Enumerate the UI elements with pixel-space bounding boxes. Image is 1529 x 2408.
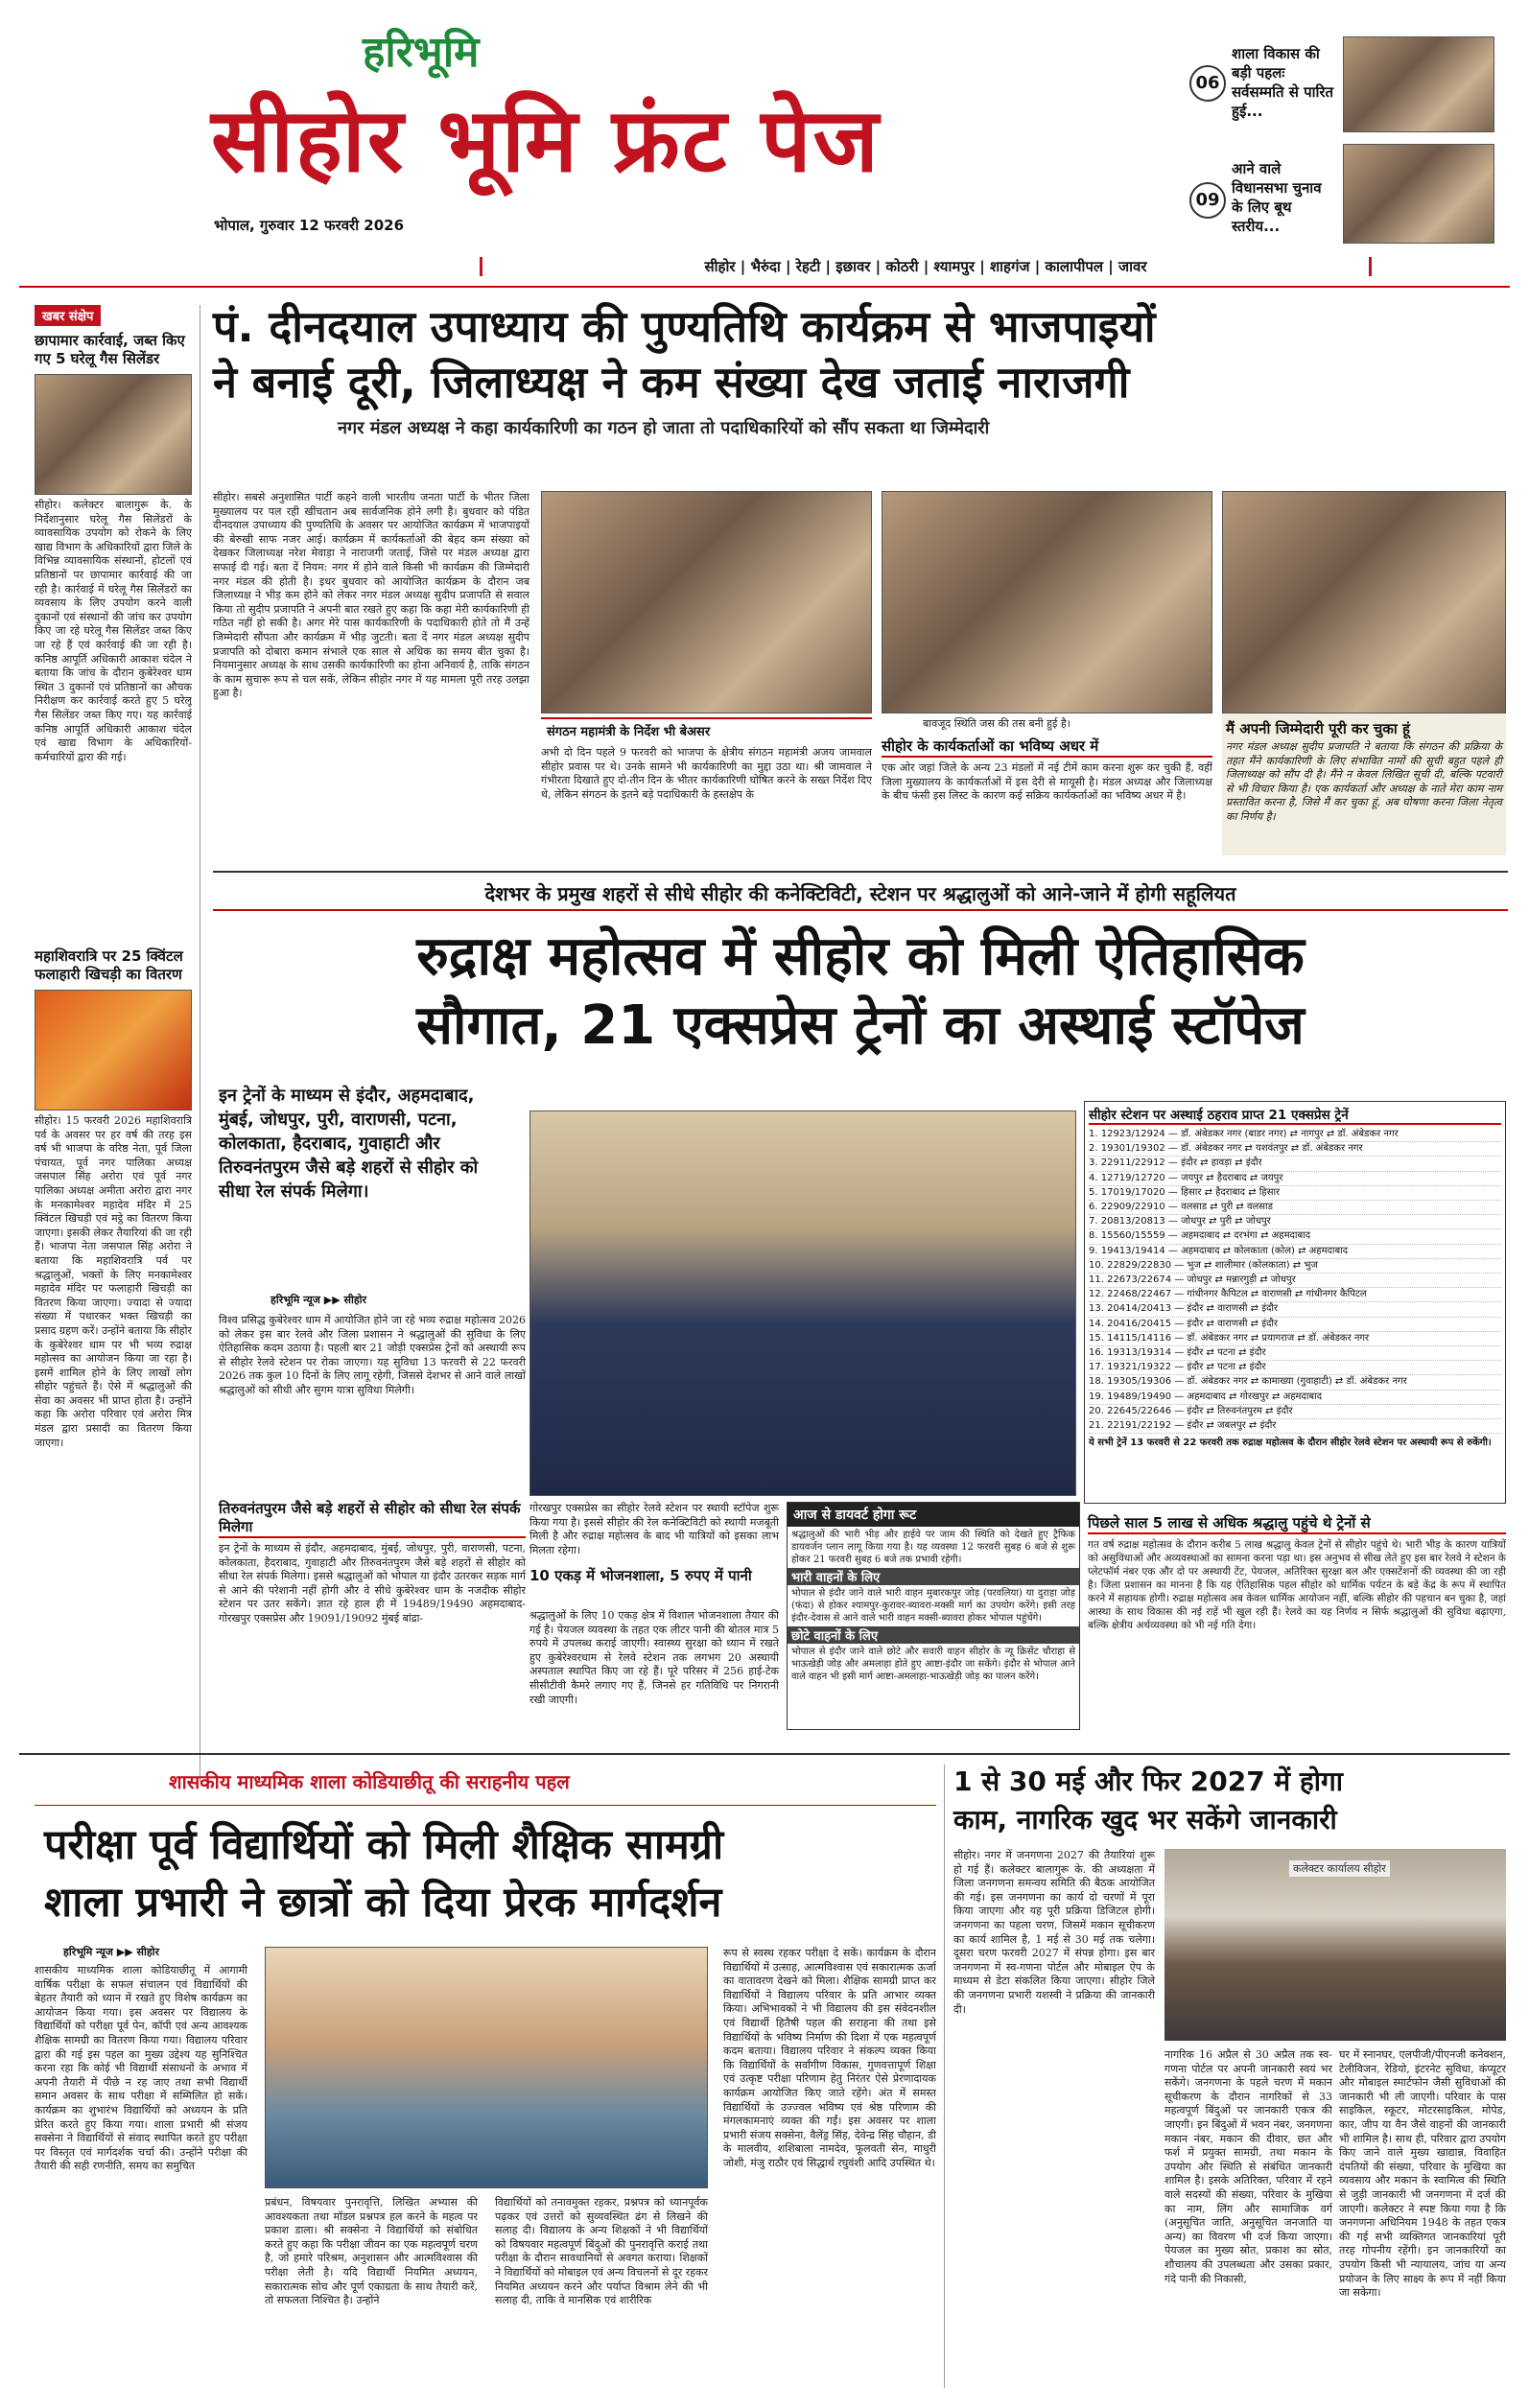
school-census-divider <box>944 1765 945 2388</box>
school-col-4: रूप से स्वस्थ रहकर परीक्षा दे सकें। कार्यक्रम के दौरान विद्यार्थियों में उत्साह, आत्मविश्वास एवं सकारात्मक ऊर्जा का वातावरण देखने को मिला। शैक्षिक सामग्री प्राप्त कर विद्यार्थियों ने विद्यालय परिवार के प्रति आभार व्यक्त किया। अभिभावकों ने भी विद्यालय की इस संवेदनशील एवं विद्यार्थी हितैषी पहल की सराहना की तथा इसे विद्यार्थियों के भविष्य निर्माण की दिशा में एक महत्वपूर्ण कदम बताया। विद्यालय परिवार ने संकल्प व्यक्त किया कि विद्यार्थियों के सर्वांगीण विकास, गुणवत्तापूर्ण शिक्षा एवं उत्कृष्ट परीक्षा परिणाम हेतु निरंतर ऐसे प्रेरणादायक कार्यक्रम आयोजित किए जाते रहेंगे। अंत में समस्त विद्यार्थियों के उज्ज्वल भविष्य एवं श्रेष्ठ परिणाम की मंगलकामनाएं व्यक्त की गईं। इस अवसर पर शाला प्रभारी संजय सक्सेना, वैलेंड्र सिंह, देवेन्द्र सिंह चौहान, डी के मालवीय, शशिबाला नामदेव, फूलवती सेन, माधुरी जोशी, मंजु राठौर एवं सिद्धार्थ रघुवंशी आदि उपस्थित थे। <box>723 1947 936 2169</box>
census-photo <box>1164 1849 1506 2041</box>
brief-photo <box>35 374 192 495</box>
lead-col-3: एक ओर जहां जिले के अन्य 23 मंडलों में नई टीमें काम करना शुरू कर चुकी हैं, वहीं जिला मुख्यालय के कार्यकर्ताओं में इस देरी से मायूसी है। मंडल अध्यक्ष और जिलाध्यक्ष के बीच फंसी इस लिस्ट के कारण कई सक्रिय कार्यकर्ताओं का भविष्य अधर में है। <box>882 761 1212 803</box>
train-list-item: 14. 20416/20415 — इंदौर ⇄ वाराणसी ⇄ इंदौर <box>1089 1318 1501 1332</box>
train-list <box>1089 1128 1501 1434</box>
rail-headline-1: रुद्राक्ष महोत्सव में सीहोर को मिली ऐतिहासिक <box>416 925 1305 988</box>
train-list-item: 6. 22909/22910 — वलसाड ⇄ पुरी ⇄ वलसाड <box>1089 1201 1501 1215</box>
brief-body: सीहोर। कलेक्टर बालागुरू के. के निर्देशानुसार घरेलू गैस सिलेंडरों के व्यावसायिक उपयोग को रोकने के लिए खाद्य विभाग के अधिकारियों द्वारा जिले के विभिन्न व्यावसायिक संस्थानों, होटलों एवं प्रतिष्ठानों पर छापामार कार्रवाई की जा रही है। कार्रवाई में घरेलू गैस सिलेंडरों का व्यवसाय के लिए उपयोग करने वाली दुकानों एवं संस्थानों की जांच कर उपयोग किए जा रहे घरेलू गैस सिलेंडर जब्त किए जा रहे हैं एवं कार्रवाई की जा रही है। कनिष्ठ आपूर्ति अधिकारी आकाश चंदेल ने बताया कि जांच के दौरान कुबेरेश्वर धाम स्थित 3 दुकानों एवं प्रतिष्ठानों का औचक निरीक्षण कर कार्रवाई करते हुए 5 घरेलू गैस सिलेंडर जब्त किए गए। यह कार्रवाई कनिष्ठ आपूर्ति अधिकारी आकाश चंदेल एवं खाद्य विभाग के अधिकारियों-कर्मचारियों द्वारा की गई। <box>35 499 192 763</box>
teaser-photo <box>1343 36 1494 132</box>
train-list-item: 18. 19305/19306 — डॉ. अंबेडकर नगर ⇄ कामाख्या (गुवाहाटी) ⇄ डॉ. अंबेडकर नगर <box>1089 1375 1501 1390</box>
train-list-item: 20. 22645/22646 — इंदौर ⇄ तिरुवनंतपुरम ⇄ इंदौर <box>1089 1405 1501 1419</box>
rail-byline: हरिभूमि न्यूज ▶▶ सीहोर <box>271 1294 367 1306</box>
rail-body-4: श्रद्धालुओं के लिए 10 एकड़ क्षेत्र में विशाल भोजनशाला तैयार की गई है। पेयजल व्यवस्था के तहत एक लीटर पानी की बोतल मात्र 5 रुपये में उपलब्ध कराई जाएगी। स्वास्थ्य सुरक्षा को ध्यान में रखते हुए कुबेरेश्वरधाम से रेलवे स्टेशन तक लगभग 20 अस्थायी अस्पताल स्थापित किए जा रहे हैं। पूरे परिसर में 256 हाई-टेक सीसीटीवी कैमरे लगाए गए हैं, जिनसे हर गतिविधि पर निगरानी रखी जाएगी। <box>529 1609 779 1706</box>
census-col-1: सीहोर। नगर में जनगणना 2027 की तैयारियां शुरू हो गई हैं। कलेक्टर बालागुरू के. की अध्यक्षता में जिला जनगणना समन्वय समिति की बैठक आयोजित की गई। इस जनगणना का कार्य दो चरणों में पूरा किया जाएगा और यह पूरी प्रक्रिया डिजिटल होगी। जनगणना का पहला चरण, जिसमें मकान सूचीकरण का कार्य शामिल है, 1 मई से 30 मई तक चलेगा। दूसरा चरण फरवरी 2027 में संपन्न होगा। इस बार जनगणना में स्व-गणना पोर्टल और मोबाइल ऐप के माध्यम से डेटा संकलित किया जाएगा। सीहोर जिले की जनगणना प्रभारी यशस्वी ने प्रक्रिया की जानकारी दी। <box>953 1849 1155 2016</box>
teaser-1[interactable] <box>1189 36 1496 142</box>
train-list-item: 16. 19313/19314 — इंदौर ⇄ पटना ⇄ इंदौर <box>1089 1346 1501 1361</box>
teaser-text: शाला विकास की बड़ी पहलः सर्वसम्मति से पारित हुई... <box>1232 45 1334 120</box>
lead-photo-2 <box>882 491 1212 713</box>
train-list-item: 7. 20813/20813 — जोधपुर ⇄ पुरी ⇄ जोधपुर <box>1089 1215 1501 1229</box>
rail-body-3: गोरखपुर एक्सप्रेस का सीहोर रेलवे स्टेशन पर स्थायी स्टॉपेज शुरू किया गया है। इससे सीहोर की रेल कनेक्टिविटी को स्थायी मजबूती मिली है और रुद्राक्ष महोत्सव के बाद भी यात्रियों को इसका लाभ मिलता रहेगा। <box>529 1502 779 1556</box>
rail-body-2: इन ट्रेनों के माध्यम से इंदौर, अहमदाबाद, मुंबई, जोधपुर, पुरी, वाराणसी, पटना, कोलकाता, हैदराबाद, गुवाहाटी और तिरुवनंतपुरम जैसे बड़े शहरों से सीहोर को सीधा रेल संपर्क मिलेगा। इससे श्रद्धालुओं को भोपाल या इंदौर उतरकर सड़क मार्ग से आने की परेशानी नहीं होगी और वे सीधे कुबेरेश्वर धाम के नजदीक सीहोर स्टेशन पर उतर सकेंगे। ज्ञात रहे हाल ही में 19489/19490 अहमदाबाद-गोरखपुर एक्सप्रेस और 19091/19092 मुंबई बांद्रा- <box>219 1542 526 1625</box>
kicker-rule <box>35 1805 936 1806</box>
teaser-2[interactable] <box>1189 144 1496 249</box>
census-headline-1: 1 से 30 मई और फिर 2027 में होगा <box>953 1765 1344 1797</box>
school-headline-2: शाला प्रभारी ने छात्रों को दिया प्रेरक मार्गदर्शन <box>44 1879 722 1927</box>
train-list-item: 13. 20414/20413 — इंदौर ⇄ वाराणसी ⇄ इंदौर <box>1089 1302 1501 1317</box>
masthead-rule <box>19 286 1510 288</box>
teaser-photo <box>1343 144 1494 244</box>
train-list-note: ये सभी ट्रेनें 13 फरवरी से 22 फरवरी तक रुद्राक्ष महोत्सव के दौरान सीहोर रेलवे स्टेशन पर अस्थायी रूप से रुकेंगी। <box>1089 1438 1492 1449</box>
last-year-head: पिछले साल 5 लाख से अधिक श्रद्धालु पहुंचे थे ट्रेनों से <box>1088 1513 1506 1534</box>
census-col-3: घर में स्नानघर, एलपीजी/पीएनजी कनेक्शन, टेलीविजन, रेडियो, इंटरनेट सुविधा, कंप्यूटर और मोबाइल स्मार्टफोन जैसी सुविधाओं की जानकारी भी ली जाएगी। परिवार के पास साइकिल, स्कूटर, मोटरसाइकिल, मोपेड, कार, जीप या वैन जैसे वाहनों की जानकारी भी शामिल है। साथ ही, परिवार द्वारा उपयोग किए जाने वाले मुख्य खाद्यान्न, विवाहित दंपतियों की संख्या, परिवार के मुखिया का व्यवसाय और मकान के स्वामित्व की स्थिति से जुड़ी जानकारी भी जनगणना में दर्ज की जाएगी। कलेक्टर ने स्पष्ट किया गया है कि जनगणना अधिनियम 1948 के तहत एकत्र की गई सभी व्यक्तिगत जानकारियां पूरी तरह गोपनीय रहेंगी। इन जानकारियों का उपयोग किसी भी न्यायालय, जांच या अन्य प्रयोजन के लिए साक्ष्य के रूप में नहीं किया जा सकेगा। <box>1339 2048 1506 2300</box>
quote-box <box>1222 491 1506 855</box>
dateline: भोपाल, गुरुवार 12 फरवरी 2026 <box>214 217 405 234</box>
train-list-item: 1. 12923/12924 — डॉ. अंबेडकर नगर (बाडर नगर) ⇄ नागपुर ⇄ डॉ. अंबेडकर नगर <box>1089 1128 1501 1142</box>
train-list-item: 10. 22829/22830 — भुज ⇄ शालीमार (कोलकाता) ⇄ भुज <box>1089 1259 1501 1274</box>
lead-col-3-head: सीहोर के कार्यकर्ताओं का भविष्य अधर में <box>882 736 1212 758</box>
diversion-box <box>787 1502 1080 1730</box>
diversion-body-2: भोपाल से इंदौर जाने वाले छोटे और सवारी वाहन सीहोर के न्यू क्रिसेंट चौराहा से भाऊखेड़ी जोड़ और अमलाहा होते हुए आष्टा-इंदौर जा सकेंगे। इंदौर से भोपाल आने वाले वाहन भी इसी मार्ग आष्टा-अमलाहा-भाऊखेड़ी जोड़ का पालन करेंगे। <box>791 1647 1075 1682</box>
rail-sub-1: तिरुवनंतपुरम जैसे बड़े शहरों से सीहोर को सीधा रेल संपर्क मिलेगा <box>219 1500 526 1538</box>
lead-col-1: सीहोर। सबसे अनुशासित पार्टी कहने वाली भारतीय जनता पार्टी के भीतर जिला मुख्यालय पर पल रही खींचतान अब सार्वजनिक होने लगी है। बुधवार को पंडित दीनदयाल उपाध्याय की पुण्यतिथि के अवसर पर आयोजित कार्यक्रम में भाजपाइयों की बेरुखी साफ नजर आई। कार्यक्रम में कार्यकर्ताओं की बेहद कम संख्या को देखकर जिलाध्यक्ष नरेश मेवाड़ा ने नाराजगी जताई, जिसे पर मंडल अध्यक्ष द्वारा सफाई दी गई। बता दें नियम: नगर में होने वाले किसी भी कार्यक्रम की जिम्मेदारी नगर मंडल की होती है। इधर बुधवार को आयोजित कार्यक्रम के दौरान जब जिलाध्यक्ष ने भीड़ कम होने को लेकर नगर मंडल अध्यक्ष सुदीप प्रजापति से सवाल किया तो सुदीप प्रजापति ने अपनी बात रखते हुए कहा कि कहा मेरी कार्यकारिणी ही गठित नहीं हो सकी है। अगर मेरे पास कार्यकारिणी के पदाधिकारी होते तो मैं उन्हें जिम्मेदारी सौंपता और कार्यक्रम में भीड़ जुटती। बता दें नगर मंडल अध्यक्ष सुदीप प्रजापति को दोबारा कमान संभाले एक साल से अधिक का समय बीत चुका है। नियमानुसार अध्यक्ष के साथ उसकी कार्यकारिणी का होना अनिवार्य है, ताकि संगठन के काम सुचारू रूप से चल सकें, लेकिन सीहोर नगर में यह मामला पूरी तरह उलझा हुआ है। <box>213 491 529 700</box>
news-brief-column <box>35 305 192 1782</box>
brief-photo <box>35 990 192 1110</box>
school-col-3: विद्यार्थियों को तनावमुक्त रहकर, प्रश्नपत्र को ध्यानपूर्वक पढ़कर एवं उत्तरों को सुव्यवस्थित ढंग से लिखने की सलाह दी। विद्यालय के अन्य शिक्षकों ने भी विद्यार्थियों को विषयवार महत्वपूर्ण बिंदुओं की पुनरावृत्ति कराई तथा परीक्षा के दौरान सावधानियों से अवगत कराया। शिक्षकों ने विद्यार्थियों को मोबाइल एवं अन्य विचलनों से दूर रहकर नियमित अध्ययन करने और पर्याप्त विश्राम लेने की भी सलाह दी, ताकि वे मानसिक एवं शारीरिक <box>495 2196 708 2307</box>
train-list-item: 11. 22673/22674 — जोधपुर ⇄ मन्नारगुड़ी ⇄ जोधपुर <box>1089 1274 1501 1288</box>
train-list-item: 2. 19301/19302 — डॉ. अंबेडकर नगर ⇄ यशवंतपुर ⇄ डॉ. अंबेडकर नगर <box>1089 1142 1501 1157</box>
train-list-item: 8. 15560/15559 — अहमदाबाद ⇄ दरभंगा ⇄ अहमदाबाद <box>1089 1229 1501 1244</box>
school-story <box>35 1763 936 2396</box>
lead-photo-caption: संगठन महामंत्री के निर्देश भी बेअसर <box>541 717 872 742</box>
census-col-2: नागरिक 16 अप्रैल से 30 अप्रैल तक स्व-गणना पोर्टल पर अपनी जानकारी स्वयं भर सकेंगे। जनगणना के पहले चरण में मकान सूचीकरण के दौरान नागरिकों से 33 महत्वपूर्ण बिंदुओं पर जानकारी एकत्र की जाएगी। इन बिंदुओं में भवन नंबर, जनगणना मकान नंबर, मकान की दीवार, छत और फर्श में प्रयुक्त सामग्री, तथा मकान के उपयोग और स्थिति से संबंधित जानकारी शामिल है। इसके अतिरिक्त, परिवार में रहने वाले सदस्यों की संख्या, परिवार के मुखिया का नाम, लिंग और सामाजिक वर्ग (अनुसूचित जाति, अनुसूचित जनजाति या अन्य) का विवरण भी दर्ज किया जाएगा। पेयजल का मुख्य स्रोत, प्रकाश का स्रोत, शौचालय की उपलब्धता और उसका प्रकार, गंदे पानी की निकासी, <box>1164 2048 1332 2285</box>
diversion-body: श्रद्धालुओं की भारी भीड़ और हाईवे पर जाम की स्थिति को देखते हुए ट्रैफिक डायवर्जन प्लान लागू किया गया है। यह व्यवस्था 12 फरवरी सुबह 6 बजे से शुरू होकर 21 फरवरी सुबह 6 बजे तक प्रभावी रहेगी। <box>791 1530 1075 1565</box>
school-kicker: शासकीय माध्यमिक शाला कोडियाछीतू की सराहनीय पहल <box>169 1770 570 1793</box>
diversion-sub-1: भारी वाहनों के लिए <box>788 1568 1079 1585</box>
teaser-page-badge: 09 <box>1189 182 1226 219</box>
rail-body-1: विश्व प्रसिद्ध कुबेरेश्वर धाम में आयोजित होने जा रहे भव्य रुद्राक्ष महोत्सव 2026 को लेकर इस बार रेलवे और जिला प्रशासन ने श्रद्धालुओं की सुविधा के लिए ऐतिहासिक कदम उठाया है। पहली बार 21 जोड़ी एक्सप्रेस ट्रेनों को अस्थायी रूप से सीहोर रेलवे स्टेशन पर रोका जाएगा। यह सुविधा 13 फरवरी से 22 फरवरी 2026 तक कुल 10 दिनों के लिए लागू रहेगी, जिससे देशभर से आने वाले लाखों श्रद्धालुओं को सीधी और सुगम यात्रा सुविधा मिलेगी। <box>219 1314 526 1396</box>
lead-photo-1 <box>541 491 872 713</box>
lead-divider <box>213 871 1508 873</box>
rail-sub-2: 10 एकड़ में भोजनशाला, 5 रुपए में पानी <box>529 1567 752 1584</box>
brand-logo: हरिभूमि <box>363 28 480 77</box>
brief-headline: महाशिवरात्रि पर 25 क्विंटल फलाहारी खिचड़ी का वितरण <box>35 947 183 983</box>
teaser-text: आने वाले विधानसभा चुनाव के लिए बूथ स्तरीय... <box>1232 160 1322 235</box>
train-list-item: 19. 19489/19490 — अहमदाबाद ⇄ गोरखपुर ⇄ अहमदाबाद <box>1089 1391 1501 1405</box>
train-list-item: 17. 19321/19322 — इंदौर ⇄ पटना ⇄ इंदौर <box>1089 1361 1501 1375</box>
census-photo-sign: कलेक्टर कार्यालय सीहोर <box>1289 1860 1390 1877</box>
city-strip: सीहोर | भैरुंदा | रेहटी | इछावर | कोठरी | श्यामपुर | शाहगंज | कालापीपल | जावर <box>480 257 1372 276</box>
train-list-item: 9. 19413/19414 — अहमदाबाद ⇄ कोलकाता (कोल) ⇄ अहमदाबाद <box>1089 1245 1501 1259</box>
page-title: सीहोर भूमि फ्रंट पेज <box>211 89 881 192</box>
school-headline-1: परीक्षा पूर्व विद्यार्थियों को मिली शैक्षिक सामग्री <box>44 1821 724 1869</box>
rail-story <box>213 880 1508 1743</box>
brief-body: सीहोर। 15 फरवरी 2026 महाशिवरात्रि पर्व के अवसर पर हर वर्ष की तरह इस वर्ष भी भाजपा के वरिष्ठ नेता, पूर्व जिला पंचायत, पूर्व नगर पालिका अध्यक्ष जसपाल सिंह अरोरा एवं पूर्व नगर पालिका अध्यक्ष अमीता अरोरा द्वारा नगर के मनकामेश्वर महादेव मंदिर में 25 क्विंटल खिचड़ी एवं मट्ठे का वितरण किया जाएगा। इसकी लेकर तैयारियां की जा रही हैं। भाजपा नेता जसपाल सिंह अरोरा ने बताया कि महाशिवरात्रि पर्व पर श्रद्धालुओं, भक्तों के लिए मनकामेश्वर महादेव मंदिर पर फलाहारी खिचड़ी का वितरण किया जाएगा। ज्यादा से ज्यादा संख्या में पधारकर भक्त खिचड़ी का प्रसाद ग्रहण करें। उन्होंने बताया कि सीहोर के कुबेरेश्वर धाम पर भी भव्य रुद्राक्ष महोत्सव का आयोजन किया जा रहा है। इसमें शामिल होने के लिए लाखों लोग सीहोर पहुंचते हैं। ऐसे में श्रद्धालुओं की सेवा का अवसर भी प्राप्त होता है। उन्होंने कहा कि अरोरा परिवार एवं अरोरा मित्र मंडल द्वारा प्रसादी का वितरण किया जाएगा। <box>35 1114 192 1449</box>
census-story <box>953 1763 1510 2396</box>
school-col-2: प्रबंधन, विषयवार पुनरावृत्ति, लिखित अभ्यास की आवश्यकता तथा मॉडल प्रश्नपत्र हल करने के महत्व पर प्रकाश डाला। श्री सक्सेना ने विद्यार्थियों को संबोधित करते हुए कहा कि परीक्षा जीवन का एक महत्वपूर्ण चरण है, जो हमारे परिश्रम, अनुशासन और आत्मविश्वास की परीक्षा लेती है। यदि विद्यार्थी नियमित अध्ययन, सकारात्मक सोच और पूर्ण एकाग्रता के साथ तैयारी करें, तो सफलता निश्चित है। उन्होंने <box>265 2196 478 2307</box>
rail-kicker: देशभर के प्रमुख शहरों से सीधे सीहोर की कनेक्टिविटी, स्टेशन पर श्रद्धालुओं को आने-जाने में होगी सहूलियत <box>213 880 1508 911</box>
school-photo <box>265 1947 708 2188</box>
lead-headline-1: पं. दीनदयाल उपाध्याय की पुण्यतिथि कार्यक्रम से भाजपाइयों <box>213 301 1156 352</box>
school-byline: हरिभूमि न्यूज ▶▶ सीहोर <box>63 1946 160 1958</box>
lead-photo-2-caption: बावजूद स्थिति जस की तस बनी हुई है। <box>923 717 1070 730</box>
lead-col-2: अभी दो दिन पहले 9 फरवरी को भाजपा के क्षेत्रीय संगठन महामंत्री अजय जामवाल सीहोर प्रवास पर थे। उनके सामने भी कार्यकारिणी का मुद्दा उठा था। श्री जामवाल ने गंभीरता दिखाते हुए दो-तीन दिन के भीतर कार्यकारिणी घोषित करने के सख्त निर्देश दिए थे, लेकिन संगठन के इतने बड़े पदाधिकारी के हस्तक्षेप के <box>541 746 872 801</box>
rail-photo <box>529 1110 1076 1496</box>
diversion-sub-2: छोटे वाहनों के लिए <box>788 1626 1079 1644</box>
quote-photo <box>1222 491 1506 713</box>
school-col-1: शासकीय माध्यमिक शाला कोडियाछीतू में आगामी वार्षिक परीक्षा के सफल संचालन एवं विद्यार्थियों की बेहतर तैयारी को ध्यान में रखते हुए विशेष कार्यक्रम का आयोजन किया गया। इस अवसर पर विद्यालय के विद्यार्थियों को परीक्षा पूर्व पेन, कॉपी एवं अन्य आवश्यक शैक्षिक सामग्री का वितरण किया गया। विद्यालय परिवार द्वारा की गई इस पहल का मुख्य उद्देश्य यह सुनिश्चित करना रहा कि कोई भी विद्यार्थी संसाधनों के अभाव में अपनी तैयारी में पीछे न रह जाए तथा सभी विद्यार्थी समान अवसर के साथ परीक्षा में सम्मिलित हो सकें। कार्यक्रम का शुभारंभ विद्यार्थियों को अध्ययन के प्रति प्रेरित करते हुए किया गया। शाला प्रभारी श्री संजय सक्सेना ने विद्यार्थियों से संवाद स्थापित करते हुए परीक्षा पर विस्तृत एवं मार्गदर्शक चर्चा की। उन्होंने परीक्षा की तैयारी की सही रणनीति, समय का समुचित <box>35 1964 247 2173</box>
train-list-item: 3. 22911/22912 — इंदौर ⇄ हावड़ा ⇄ इंदौर <box>1089 1157 1501 1171</box>
diversion-head: आज से डायवर्ट होगा रूट <box>788 1503 1079 1527</box>
teaser-page-badge: 06 <box>1189 65 1226 102</box>
lead-subhead: नगर मंडल अध्यक्ष ने कहा कार्यकारिणी का गठन हो जाता तो पदाधिकारियों को सौंप सकता था जिम्मेदारी <box>338 418 990 438</box>
lead-story <box>213 299 1508 865</box>
train-list-item: 5. 17019/17020 — हिसार ⇄ हैदराबाद ⇄ हिसार <box>1089 1186 1501 1201</box>
rail-divider <box>19 1753 1510 1755</box>
train-list-item: 4. 12719/12720 — जयपुर ⇄ हैदराबाद ⇄ जयपुर <box>1089 1172 1501 1186</box>
quote-body: नगर मंडल अध्यक्ष सुदीप प्रजापति ने बताया कि संगठन की प्रक्रिया के तहत मैंने कार्यकारिणी के लिए संभावित नामों की सूची बहुत पहले ही जिलाध्यक्ष को सौंप दी है। मैंने न केवल लिखित सूची दी, बल्कि पटवारी से भी विचार किया है। एक कार्यकर्ता और अध्यक्ष के नाते मेरा काम नाम प्रस्तावित करना है, जिसे मैं कर चुका हूं, अब घोषणा करना जिला नेतृत्व का निर्णय है। <box>1226 740 1502 823</box>
train-list-item: 12. 22468/22467 — गांधीनगर कैपिटल ⇄ वाराणसी ⇄ गांधीनगर कैपिटल <box>1089 1288 1501 1302</box>
diversion-body-1: भोपाल से इंदौर जाने वाले भारी वाहन मुबारकपुर जोड़ (परवलिया) या दुराहा जोड़ (फंदा) से होकर श्यामपुर-कुरावर-ब्यावरा-मक्सी मार्ग का उपयोग करेंगे। इसी तरह इंदौर-देवास से आने वाले भारी वाहन मक्सी-ब्यावरा होकर भोपाल पहुंचेंगे। <box>791 1588 1075 1624</box>
census-headline-2: काम, नागरिक खुद भर सकेंगे जानकारी <box>953 1804 1337 1835</box>
section-tag: खबर संक्षेप <box>35 305 101 326</box>
train-list-head: सीहोर स्टेशन पर अस्थाई ठहराव प्राप्त 21 एक्सप्रेस ट्रेनें <box>1089 1106 1501 1125</box>
quote-head: मैं अपनी जिम्मेदारी पूरी कर चुका हूं <box>1226 720 1410 737</box>
rail-headline-2: सौगात, 21 एक्सप्रेस ट्रेनों का अस्थाई स्टॉपेज <box>416 994 1305 1057</box>
rail-highlight: इन ट्रेनों के माध्यम से इंदौर, अहमदाबाद, मुंबई, जोधपुर, पुरी, वाराणसी, पटना, कोलकाता, हैदराबाद, गुवाहाटी और तिरुवनंतपुरम जैसे बड़े शहरों से सीहोर को सीधा रेल संपर्क मिलेगा। <box>219 1086 479 1202</box>
brief-headline: छापामार कार्रवाई, जब्त किए गए 5 घरेलू गैस सिलेंडर <box>35 332 185 367</box>
train-list-item: 15. 14115/14116 — डॉ. अंबेडकर नगर ⇄ प्रयागराज ⇄ डॉ. अंबेडकर नगर <box>1089 1332 1501 1346</box>
lead-headline-2: ने बनाई दूरी, जिलाध्यक्ष ने कम संख्या देख जताई नाराजगी <box>213 357 1130 408</box>
train-list-item: 21. 22191/22192 — इंदौर ⇄ जबलपुर ⇄ इंदौर <box>1089 1419 1501 1434</box>
train-list-box <box>1084 1101 1506 1504</box>
last-year-body: गत वर्ष रुद्राक्ष महोत्सव के दौरान करीब 5 लाख श्रद्धालु केवल ट्रेनों से सीहोर पहुंचे थे। भारी भीड़ के कारण यात्रियों को असुविधाओं और अव्यवस्थाओं का सामना करना पड़ा था। इस अनुभव से सीख लेते हुए इस बार रेलवे ने स्टेशन के प्लेटफॉर्म नंबर एक और दो पर अस्थायी टेंट, पेयजल, अतिरिक्त सुरक्षा बल और एक्सटेंशनों की व्यवस्था की जा रही है। जिला प्रशासन का मानना है कि यह ऐतिहासिक पहल सीहोर को धार्मिक पर्यटन के बड़े केंद्र के रूप में स्थापित करने में सहायक होगी। रुद्राक्ष महोत्सव अब केवल धार्मिक आयोजन नहीं, बल्कि सीहोर की पहचान बन चुका है, जहां आस्था के साथ विकास की नई राहें भी खुल रही हैं। रेलवे का यह निर्णय न सिर्फ श्रद्धालुओं की सुविधा बढ़ाएगा, बल्कि क्षेत्रीय अर्थव्यवस्था को भी नई गति देगा। <box>1088 1539 1506 1631</box>
masthead <box>0 0 1529 288</box>
